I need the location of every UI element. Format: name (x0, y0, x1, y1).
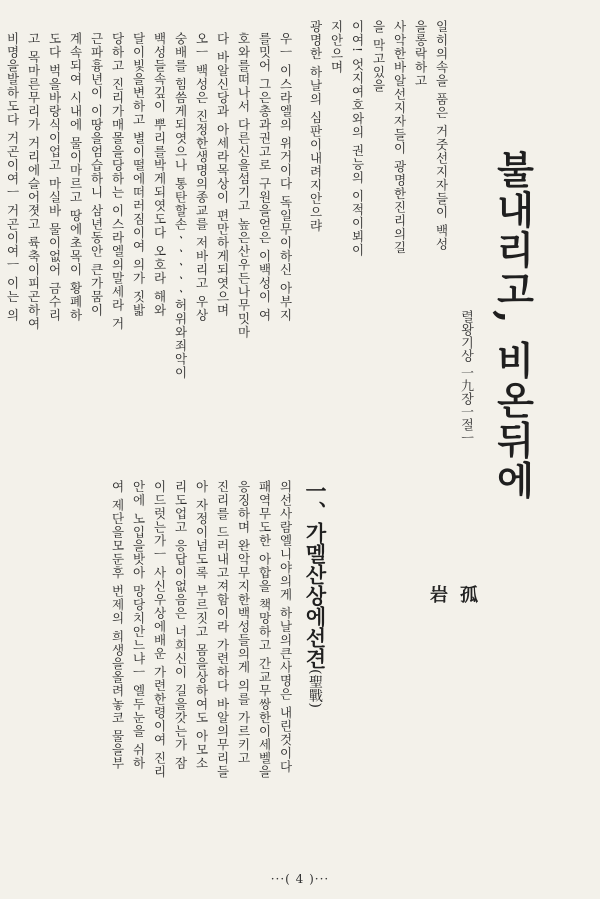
text-column: 달이빛을변하고 별이떨에떠러짐이여 의가 짓밟 (131, 32, 146, 317)
text-column: 이드럿는가ㅡ 사신우상에배운 가련한령이여 진리 (152, 480, 167, 779)
section-heading-label: 一、가멜산상에선견 (303, 480, 328, 669)
page-number: ···( 4 )··· (270, 872, 330, 886)
text-column: 아 자정이넘도록 부르짓고 몸을상하여도 아모소 (194, 480, 209, 770)
author-name: 孤 岩 (427, 585, 478, 643)
text-column (0, 32, 2, 472)
text-column: 안에 노입을밧아 망당치안느냐ㅡ 엘두눈을 쉬하 (131, 480, 146, 770)
text-column: 이여! 엇지여호와의 권능의 이적이뵈이지안으며 (329, 20, 365, 257)
text-column: 호와를떠나서 다른신을섬기고 높은산우든나무밋마 (236, 32, 251, 339)
text-column: 를밋어 그은총과권고로 구원을얻은 이백성이 여 (257, 32, 272, 322)
text-column: 리도업고 응답이없음은 너희신이 길을갓는가 잠 (173, 480, 188, 770)
text-column: 고 목마른무리가 거리에슬어졋고 륙축이피곤하여 (26, 32, 41, 331)
text-column: 여 제단을모둔후 번제의 희생을올려놓코 물을부 (110, 480, 125, 770)
text-column: 진리를 드러내고져함이라 가련하다 바알의무리들 (215, 480, 230, 779)
text-column: 일히의속을 품은 거줏선지자들이 백성을롱락하고 (413, 20, 449, 251)
article-title: 불내리고, 비온뒤에 (490, 150, 535, 501)
text-column: 응징하며 완악무지한백성들의게 의를 가르키고 (236, 480, 251, 765)
text-column: 의선사람엘니야의게 하날의큰사명은 내린것이다 (278, 480, 293, 774)
text-column: 당하고 진리가매몰을당하는 이스라엘의말세라 거 (110, 32, 125, 331)
section-text (100, 480, 296, 845)
text-column: 도다 벅을바랑식이업고 마실바 물이없어 금수리 (47, 32, 62, 322)
text-column: 오ㅡ 백성은 진정한생명의종교를 저바리고 우상 (194, 32, 209, 322)
section-heading-sub: (聖戰) (307, 669, 323, 708)
text-column: 계속되여 시내에 물이마르고 땅에초목이 황폐하 (68, 32, 83, 322)
text-column: 숭배를 힘씀게되엿으나 통탄할손ㆍㆍㆍㆍㆍ허위와죄악이 (173, 32, 188, 380)
text-column: 사악한바알선지자들이 광명한진리의길을 막고있을 (371, 20, 407, 255)
section-heading (298, 480, 330, 840)
scripture-reference: 렬왕기상 一九장一절ㅡ (458, 310, 473, 445)
text-column: 백성들속깊이 뿌리를박게되엿도다 오호라 해와 (152, 32, 167, 317)
text-column: 광명한 하날의 심판이내려지안으랴 (308, 20, 323, 233)
text-column: 근파흉년이 이땅을엄습하니 삼년동안 큰가뭄이 (89, 32, 104, 317)
text-column: 패역무도한 아합을 책망하고 간교무쌍한이세벨을 (257, 480, 272, 779)
intro-text (300, 20, 452, 260)
left-text (5, 32, 296, 472)
text-column: 다 바알신당과 아세라목상이 편만하게되엿으며 (215, 32, 230, 317)
text-column: 비명을발하도다 거곤이여ㅡ 거곤이여ㅡ 이는 의 (5, 32, 20, 322)
text-column: 우ㅡ 이스라엘의 위거이다 독일무이하신 아부지 (278, 32, 293, 322)
